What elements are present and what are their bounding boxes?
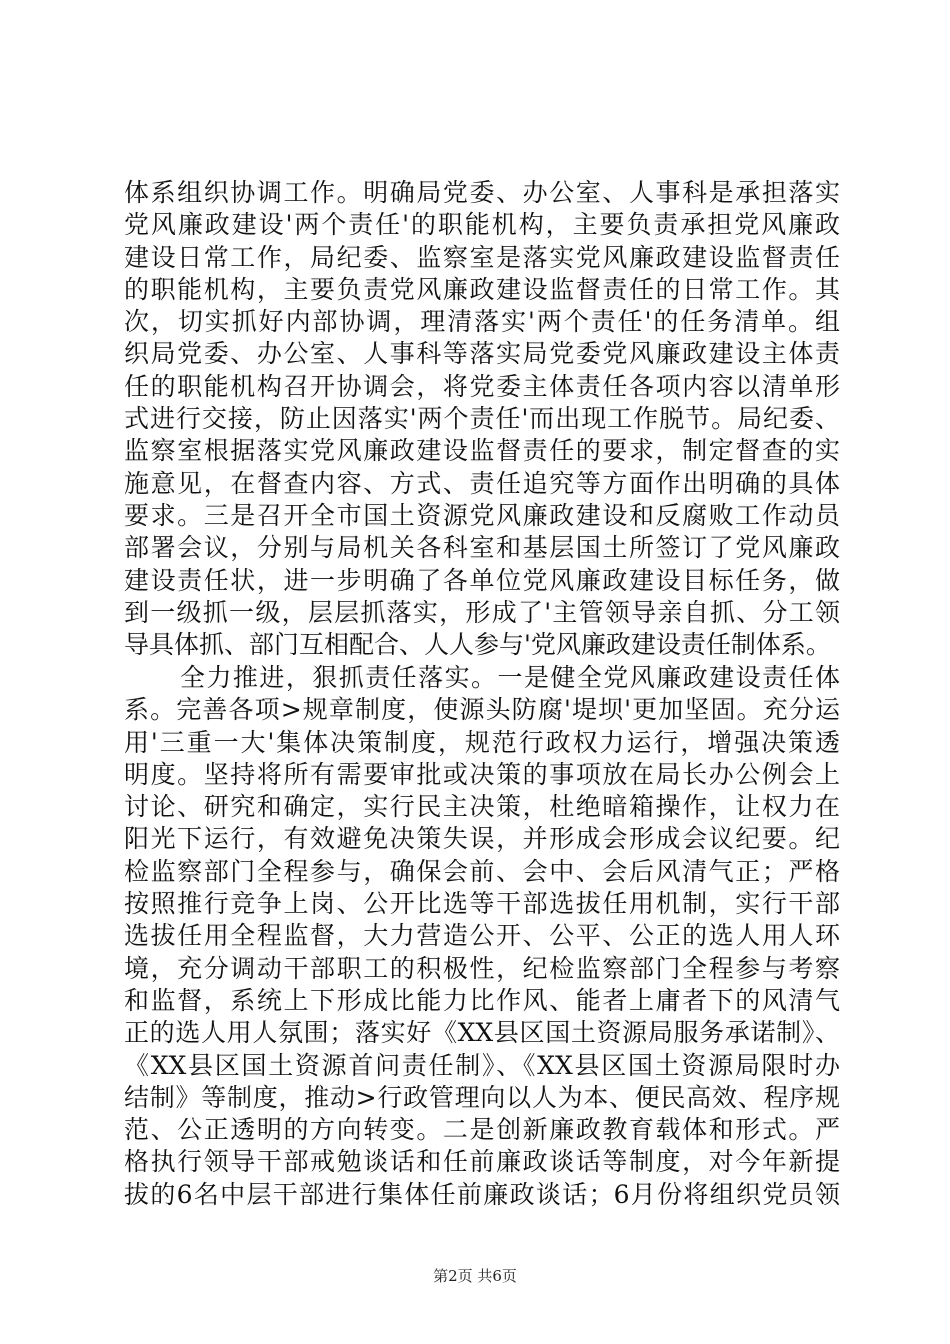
text-line: 次，切实抓好内部协调，理清落实'两个责任'的任务清单。组	[124, 307, 840, 337]
text-line: 部署会议，分别与局机关各科室和基层国土所签订了党风廉政	[124, 533, 840, 563]
text-line: 体系组织协调工作。明确局党委、办公室、人事科是承担落实	[124, 178, 840, 207]
text-line: 拔的6名中层干部进行集体任前廉政谈话；6月份将组织党员领	[124, 1179, 840, 1209]
paragraph-2	[124, 662, 840, 1211]
text-line: 正的选人用人氛围；落实好《XX县区国土资源局服务承诺制》、	[124, 1018, 840, 1048]
text-line: 用'三重一大'集体决策制度，规范行政权力运行，增强决策透	[124, 727, 840, 757]
text-line: 到一级抓一级，层层抓落实，形成了'主管领导亲自抓、分工领	[124, 597, 840, 627]
text-line: 党风廉政建设'两个责任'的职能机构，主要负责承担党风廉政	[124, 210, 840, 240]
text-line: 式进行交接，防止因落实'两个责任'而出现工作脱节。局纪委、	[124, 404, 840, 434]
text-line: 按照推行竞争上岗、公开比选等干部选拔任用机制，实行干部	[124, 889, 840, 919]
text-line: 讨论、研究和确定，实行民主决策，杜绝暗箱操作，让权力在	[124, 792, 840, 822]
text-line: 建设日常工作，局纪委、监察室是落实党风廉政建设监督责任	[124, 242, 840, 272]
text-line: 明度。坚持将所有需要审批或决策的事项放在局长办公例会上	[124, 759, 840, 789]
text-line: 和监督，系统上下形成比能力比作风、能者上庸者下的风清气	[124, 985, 840, 1015]
paragraph-1	[124, 177, 840, 661]
text-line: 建设责任状，进一步明确了各单位党风廉政建设目标任务，做	[124, 565, 840, 595]
text-line: 格执行领导干部戒勉谈话和任前廉政谈话等制度，对今年新提	[124, 1147, 840, 1177]
text-line: 阳光下运行，有效避免决策失误，并形成会形成会议纪要。纪	[124, 824, 840, 854]
text-line: 施意见，在督查内容、方式、责任追究等方面作出明确的具体	[124, 468, 840, 498]
text-line: 选拔任用全程监督，大力营造公开、公平、公正的选人用人环	[124, 921, 840, 951]
page-number-footer: 第2页 共6页	[433, 1267, 517, 1285]
text-line: 全力推进，狠抓责任落实。一是健全党风廉政建设责任体	[180, 663, 840, 692]
text-line: 范、公正透明的方向转变。二是创新廉政教育载体和形式。严	[124, 1115, 840, 1145]
text-line: 任的职能机构召开协调会，将党委主体责任各项内容以清单形	[124, 371, 840, 401]
text-line: 导具体抓、部门互相配合、人人参与'党风廉政建设责任制体系。	[124, 630, 831, 660]
text-line: 《XX县区国土资源首问责任制》、《XX县区国土资源局限时办	[124, 1050, 840, 1080]
text-line: 检监察部门全程参与，确保会前、会中、会后风清气正；严格	[124, 856, 840, 886]
text-line: 结制》等制度，推动>行政管理向以人为本、便民高效、程序规	[124, 1082, 840, 1112]
text-line: 的职能机构，主要负责党风廉政建设监督责任的日常工作。其	[124, 274, 840, 304]
text-line: 境，充分调动干部职工的积极性，纪检监察部门全程参与考察	[124, 953, 840, 983]
text-line: 系。完善各项>规章制度，使源头防腐'堤坝'更加坚固。充分运	[124, 695, 840, 725]
text-line: 监察室根据落实党风廉政建设监督责任的要求，制定督查的实	[124, 436, 840, 466]
text-line: 要求。三是召开全市国土资源党风廉政建设和反腐败工作动员	[124, 500, 840, 530]
text-line: 织局党委、办公室、人事科等落实局党委党风廉政建设主体责	[124, 339, 840, 369]
